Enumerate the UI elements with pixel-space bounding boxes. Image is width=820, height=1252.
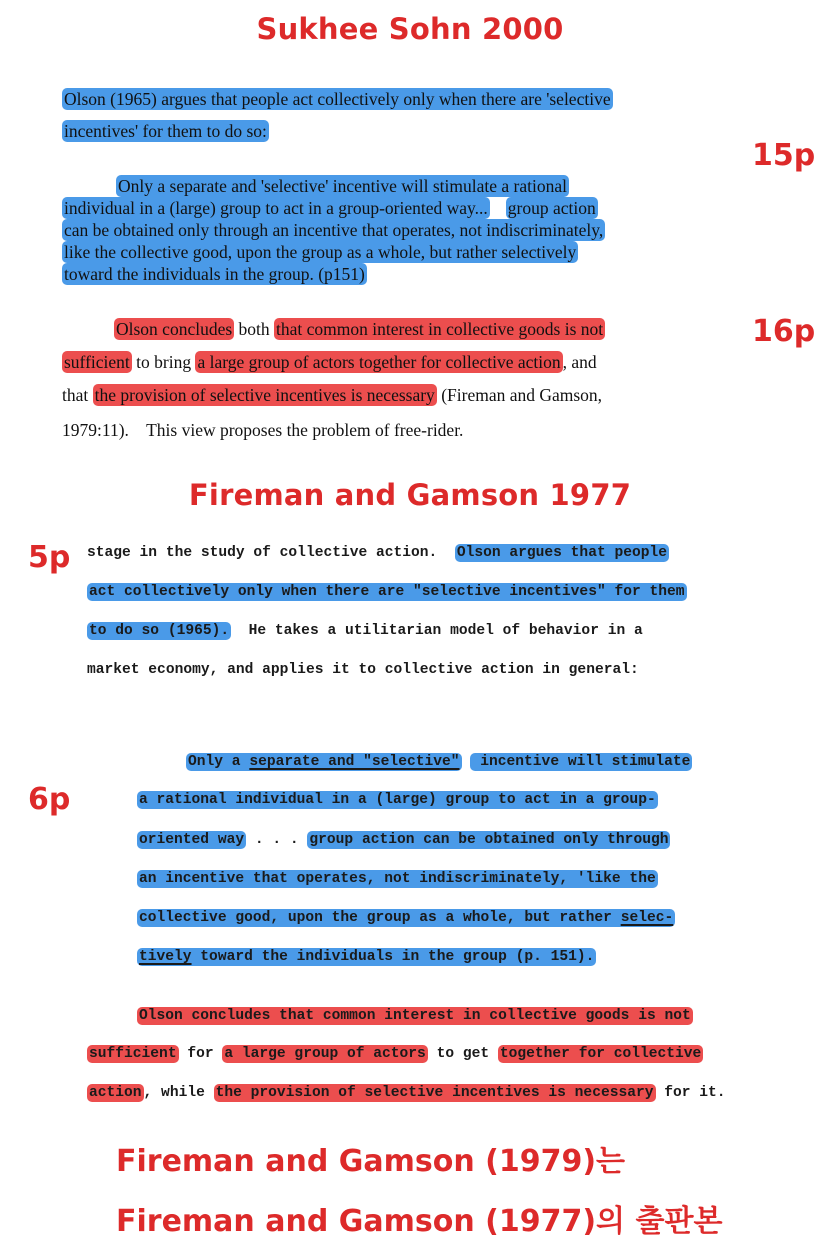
sohn-quote-line4 <box>62 242 578 263</box>
highlight-blue: like the collective good, upon the group as a whole, but rather selectively <box>64 242 577 262</box>
plain-text: stage in the study of collective action. <box>87 545 455 561</box>
highlight-red: a large group of actors <box>224 1046 426 1062</box>
highlight-blue: a rational individual in a (large) group to act in a group- <box>139 792 656 808</box>
plain-text: for <box>178 1046 223 1062</box>
page-label-16p: 16p <box>752 314 816 349</box>
plain-text: both <box>234 319 275 339</box>
plain-text: (Fireman and Gamson, <box>436 385 603 405</box>
highlight-blue: group action can be obtained only through <box>309 832 669 848</box>
highlight-blue: incentive will stimulate <box>471 754 691 770</box>
note-line-1: Fireman and Gamson (1979)는 <box>116 1144 626 1179</box>
plain-text: for it. <box>655 1085 726 1101</box>
highlight-blue: an incentive that operates, not indiscriminately, 'like the <box>139 871 656 887</box>
plain-text: He takes a utilitarian model of behavior in a <box>231 623 643 639</box>
note-line-2: Fireman and Gamson (1977)의 출판본 <box>116 1204 723 1239</box>
fireman-quote-line1 <box>186 754 692 770</box>
fireman-conclusion-line3 <box>87 1085 726 1101</box>
highlight-blue: Olson (1965) argues that people act collectively only when there are 'selective <box>64 89 611 109</box>
plain-text: toward the individuals in the group (p. 151). <box>191 949 595 965</box>
highlight-red: action <box>89 1085 142 1101</box>
sohn-conclusion-line1 <box>62 319 605 340</box>
page-label-6p: 6p <box>28 782 71 817</box>
sohn-para1-line2 <box>62 121 269 142</box>
sohn-quote-line2 <box>62 198 598 219</box>
highlight-red: Olson concludes that common interest in collective goods is not <box>139 1008 691 1024</box>
highlight-blue: to do so (1965). <box>89 623 230 639</box>
page-title: Sukhee Sohn 2000 <box>256 12 564 46</box>
fireman-p5-line1 <box>87 545 669 561</box>
sohn-para1-line1 <box>62 89 613 110</box>
fireman-quote-line2 <box>137 792 658 808</box>
plain-text: , and <box>562 352 597 372</box>
fireman-quote-line3 <box>137 832 670 848</box>
fireman-p5-line2 <box>87 584 687 600</box>
highlight-blue: oriented way <box>139 832 245 848</box>
plain-text: Only a <box>188 754 250 770</box>
underlined-text: selec- <box>620 910 674 926</box>
highlight-blue: Olson argues that people <box>456 545 668 561</box>
sohn-conclusion-line2 <box>62 352 597 373</box>
highlight-blue <box>137 909 675 927</box>
highlight-blue: act collectively only when there are "selective incentives" for them <box>89 584 685 600</box>
highlight-blue: Only a separate and 'selective' incentive will stimulate a rational <box>118 176 567 196</box>
fireman-quote-line4 <box>137 871 658 887</box>
sohn-quote-line3 <box>62 220 605 241</box>
page-label-5p: 5p <box>28 540 71 575</box>
sohn-quote-line1 <box>62 176 569 197</box>
underlined-text: separate and "selective" <box>249 754 460 770</box>
fireman-p5-line3 <box>87 623 643 639</box>
sohn-conclusion-line3 <box>62 385 602 406</box>
plain-text: to get <box>427 1046 498 1062</box>
plain-text: collective good, upon the group as a whole, but rather <box>139 910 621 926</box>
highlight-red: a large group of actors together for collective action <box>197 352 561 372</box>
page-label-15p: 15p <box>752 138 816 173</box>
fireman-conclusion-line2 <box>87 1046 703 1062</box>
highlight-blue: toward the individuals in the group. (p151) <box>64 264 365 284</box>
highlight-blue: incentives' for them to do so: <box>64 121 267 141</box>
highlight-red: the provision of selective incentives is necessary <box>215 1085 654 1101</box>
highlight-red: together for collective <box>499 1046 702 1062</box>
highlight-blue <box>137 948 596 966</box>
highlight-red: the provision of selective incentives is necessary <box>94 385 435 405</box>
highlight-blue <box>186 753 462 771</box>
section-title-fireman-gamson: Fireman and Gamson 1977 <box>188 478 632 512</box>
plain-text: . . . <box>246 832 308 848</box>
highlight-red: that common interest in collective goods is not <box>276 319 604 339</box>
plain-text: to bring <box>131 352 196 372</box>
highlight-blue: can be obtained only through an incentive that operates, not indiscriminately, <box>64 220 604 240</box>
plain-text: , while <box>143 1085 214 1101</box>
highlight-blue: group action <box>507 198 596 218</box>
sohn-quote-line5 <box>62 264 367 285</box>
plain-text: that <box>62 385 93 405</box>
highlight-red: sufficient <box>64 352 130 372</box>
fireman-quote-line6 <box>137 949 596 965</box>
underlined-text: tively <box>139 949 192 965</box>
fireman-p5-line4: market economy, and applies it to collective action in general: <box>87 662 639 678</box>
highlight-red: Olson concludes <box>116 319 233 339</box>
fireman-conclusion-line1 <box>137 1008 693 1024</box>
fireman-quote-line5 <box>137 910 675 926</box>
highlight-red: sufficient <box>89 1046 177 1062</box>
sohn-conclusion-line4: 1979:11). This view proposes the problem of free-rider. <box>62 420 464 440</box>
highlight-blue: individual in a (large) group to act in a group-oriented way... <box>64 198 488 218</box>
